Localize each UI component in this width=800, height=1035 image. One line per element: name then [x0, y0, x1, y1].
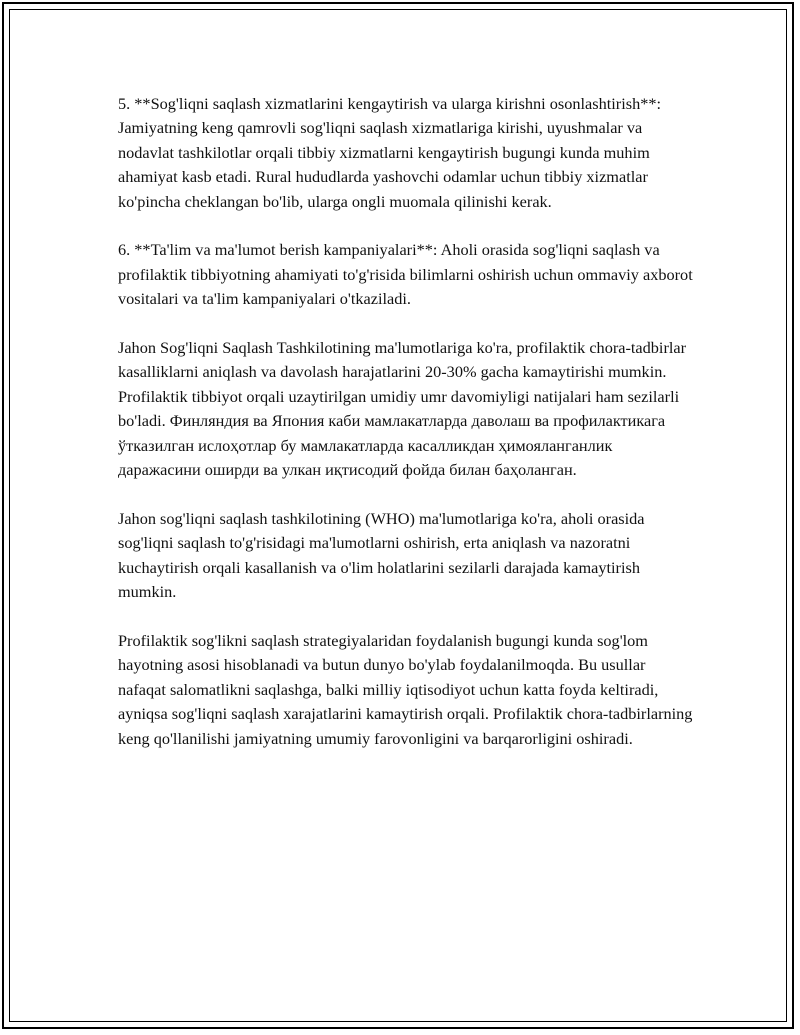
- paragraph-who-statistics: Jahon Sog'liqni Saqlash Tashkilotining ma'lumotlariga ko'ra, profilaktik chora-tadbirlar kasalliklarni aniqlash va davolash harajatlarini 20-30% gacha kamaytirishi mumkin. Profilaktik tibbiyot orqali uzaytirilgan umidiy umr davomiyligi natijalari ham sezilarli bo'ladi. Финляндия ва Япония каби мамлакатларда даволаш ва профилактикага ўтказилган ислоҳотлар бу мамлакатларда касалликдан ҳимояланганлик даражасини оширди ва улкан иқтисодий фойда билан баҳоланган.: [118, 338, 687, 480]
- paragraph-conclusion: Profilaktik sog'likni saqlash strategiyalaridan foydalanish bugungi kunda sog'lom hayotning asosi hisoblanadi va butun dunyo bo'ylab foydalanilmoqda. Bu usullar nafaqat salomatlikni saqlashga, balki milliy iqtisodiyot uchun katta foyda keltiradi, ayniqsa sog'liqni saqlash xarajatlarini kamaytirish orqali. Profilaktik chora-tadbirlarning keng qo'llanilishi jamiyatning umumiy farovonligini va barqarorligini oshiradi.: [118, 630, 693, 748]
- document-body: [118, 92, 693, 775]
- paragraph-item-5: 5. **Sog'liqni saqlash xizmatlarini kengaytirish va ularga kirishni osonlashtirish**: Jamiyatning keng qamrovli sog'liqni saqlash xizmatlariga kirishi, uyushmalar va nodavlat tashkilotlar orqali tibbiy xizmatlarni kengaytirish bugungi kunda muhim ahamiyat kasb etadi. Rural hududlarda yashovchi odamlar uchun tibbiy xizmatlar ko'pincha cheklangan bo'lib, ularga ongli muomala qilinishi kerak.: [118, 94, 662, 211]
- paragraph-who-awareness: Jahon sog'liqni saqlash tashkilotining (WHO) ma'lumotlariga ko'ra, aholi orasida sog'liqni saqlash to'g'risidagi ma'lumotlarni oshirish, erta aniqlash va nazoratni kuchaytirish orqali kasallanish va o'lim holatlarini sezilarli darajada kamaytirish mumkin.: [118, 508, 645, 602]
- paragraph-item-6: 6. **Ta'lim va ma'lumot berish kampaniyalari**: Aholi orasida sog'liqni saqlash va profilaktik tibbiyotning ahamiyati to'g'risida bilimlarni oshirish uchun ommaviy axborot vositalari va ta'lim kampaniyalari o'tkaziladi.: [118, 240, 693, 309]
